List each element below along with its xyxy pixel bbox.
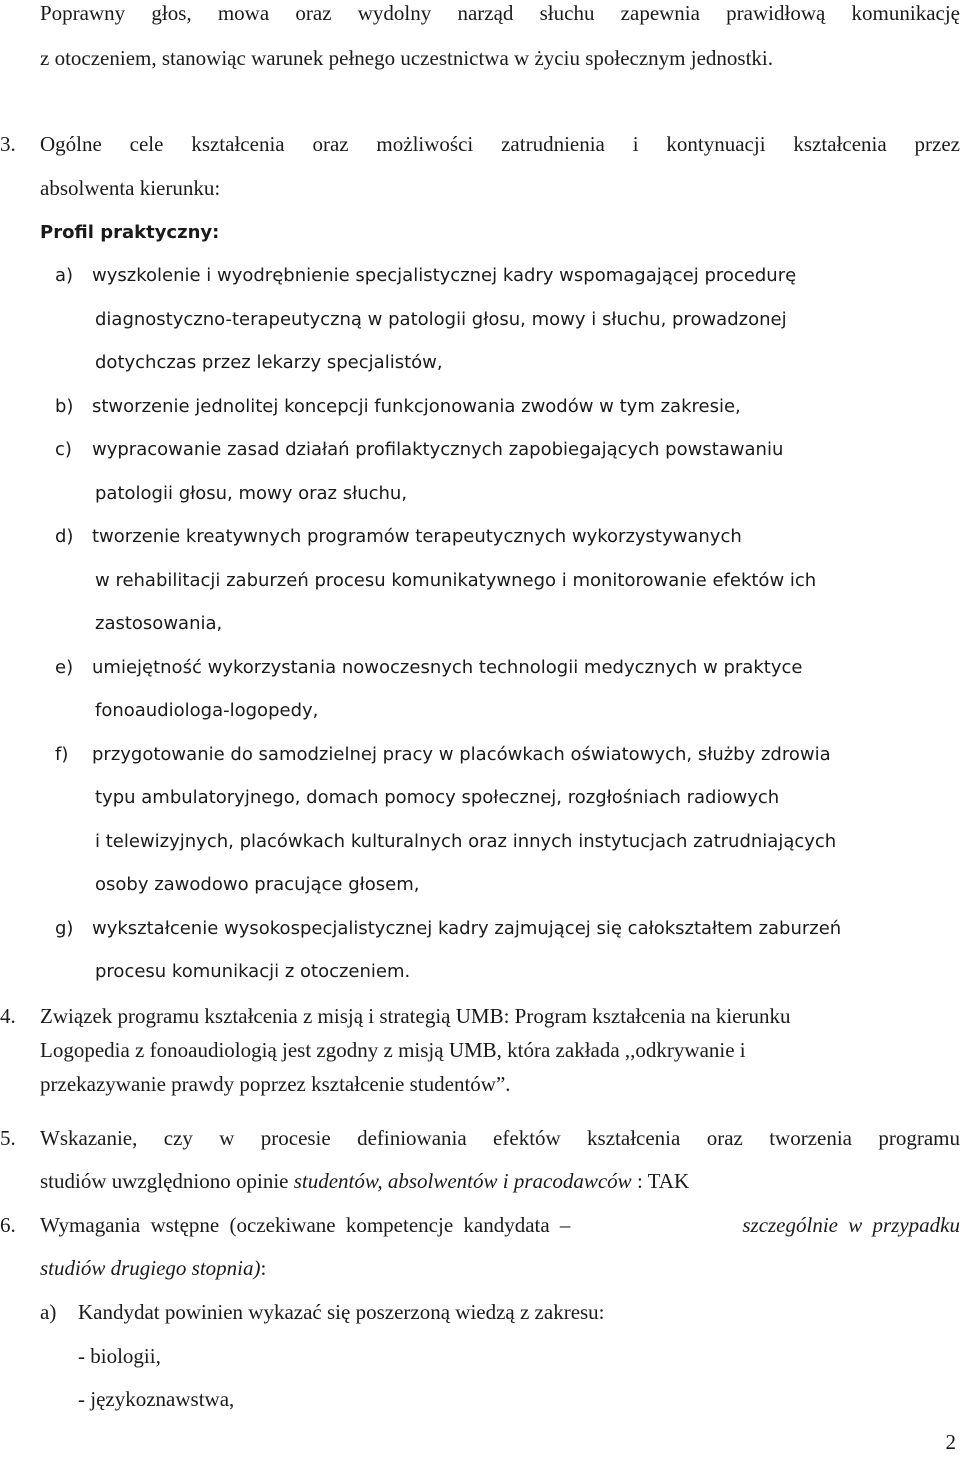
section-5-answer: : TAK [631, 1169, 690, 1193]
item-d-line-1: tworzenie kreatywnych programów terapeutycznych wykorzystywanych [92, 526, 742, 547]
section-6-line-1-italic: szczególnie w przypadku [742, 1213, 960, 1237]
item-c-line-2: patologii głosu, mowy oraz słuchu, [95, 483, 408, 504]
intro-line-2: z otoczeniem, stanowiąc warunek pełnego uczestnictwa w życiu społecznym jednostki. [40, 46, 773, 70]
section-3-line-2: absolwenta kierunku: [40, 176, 221, 200]
intro-line-1: Poprawny głos, mowa oraz wydolny narząd słuchu zapewnia prawidłową komunikację [40, 1, 960, 25]
item-f-line-4: osoby zawodowo pracujące głosem, [95, 874, 420, 895]
item-d-label: d) [55, 526, 74, 547]
item-e-line-2: fonoaudiologa-logopedy, [95, 700, 319, 721]
section-6-line-1-text: Wymagania wstępne (oczekiwane kompetencje kandydata – [40, 1213, 581, 1237]
section-6-line-1 [40, 1212, 960, 1238]
section-5-line-2 [40, 1168, 689, 1194]
item-f-line-2: typu ambulatoryjnego, domach pomocy społecznej, rozgłośniach radiowych [95, 787, 780, 808]
item-a-label: a) [55, 265, 74, 286]
item-a-line-1: wyszkolenie i wyodrębnienie specjalistycznej kadry wspomagającej procedurę [92, 265, 797, 286]
item-a-line-2: diagnostyczno-terapeutyczną w patologii głosu, mowy i słuchu, prowadzonej [95, 309, 787, 330]
section-4-number: 4. [0, 1004, 16, 1028]
item-d-line-2: w rehabilitacji zaburzeń procesu komunikatywnego i monitorowanie efektów ich [95, 570, 817, 591]
item-g-line-2: procesu komunikacji z otoczeniem. [95, 961, 411, 982]
section-3-number: 3. [0, 132, 16, 156]
item-g-line-1: wykształcenie wysokospecjalistycznej kadry zajmującej się całokształtem zaburzeń [92, 918, 842, 939]
item-a-line-3: dotychczas przez lekarzy specjalistów, [95, 352, 443, 373]
item-g-label: g) [55, 918, 74, 939]
item-b-line-1: stworzenie jednolitej koncepcji funkcjonowania zwodów w tym zakresie, [92, 396, 741, 417]
section-6-line-2-colon: : [260, 1256, 267, 1280]
section-6-number: 6. [0, 1213, 16, 1237]
item-f-label: f) [55, 744, 69, 765]
page-number: 2 [945, 1430, 956, 1454]
item-c-label: c) [55, 439, 72, 460]
item-e-label: e) [55, 657, 74, 678]
section-4-line-1: Związek programu kształcenia z misją i strategią UMB: Program kształcenia na kierunku [40, 1004, 791, 1028]
item-d-line-3: zastosowania, [95, 613, 223, 634]
item-c-line-1: wypracowanie zasad działań profilaktycznych zapobiegających powstawaniu [92, 439, 784, 460]
item-f-line-3: i telewizyjnych, placówkach kulturalnych oraz innych instytucjach zatrudniających [95, 831, 837, 852]
section-5-respondents: studentów, absolwentów i pracodawców [293, 1169, 632, 1193]
section-4-line-3: przekazywanie prawdy poprzez kształcenie studentów”. [40, 1072, 511, 1096]
item-b-label: b) [55, 396, 74, 417]
section-6-item-a-label: a) [40, 1300, 57, 1324]
section-6-sub-linguistics: - językoznawstwa, [78, 1387, 235, 1411]
section-3-line-1: Ogólne cele kształcenia oraz możliwości zatrudnienia i kontynuacji kształcenia przez [40, 132, 960, 156]
item-f-line-1: przygotowanie do samodzielnej pracy w placówkach oświatowych, służby zdrowia [92, 744, 831, 765]
section-6-line-2 [40, 1255, 266, 1281]
section-5-line-2-text: studiów uwzględniono opinie [40, 1169, 294, 1193]
section-6-line-2-italic: studiów drugiego stopnia) [40, 1256, 261, 1280]
profile-heading: Profil praktyczny: [40, 222, 220, 243]
section-6-sub-biology: - biologii, [78, 1344, 161, 1368]
section-5-number: 5. [0, 1126, 16, 1150]
section-6-item-a-text: Kandydat powinien wykazać się poszerzoną wiedzą z zakresu: [78, 1300, 605, 1324]
section-5-line-1: Wskazanie, czy w procesie definiowania efektów kształcenia oraz tworzenia programu [40, 1126, 960, 1150]
item-e-line-1: umiejętność wykorzystania nowoczesnych technologii medycznych w praktyce [92, 657, 803, 678]
section-4-line-2: Logopedia z fonoaudiologią jest zgodny z misją UMB, która zakłada ,,odkrywanie i [40, 1038, 746, 1062]
